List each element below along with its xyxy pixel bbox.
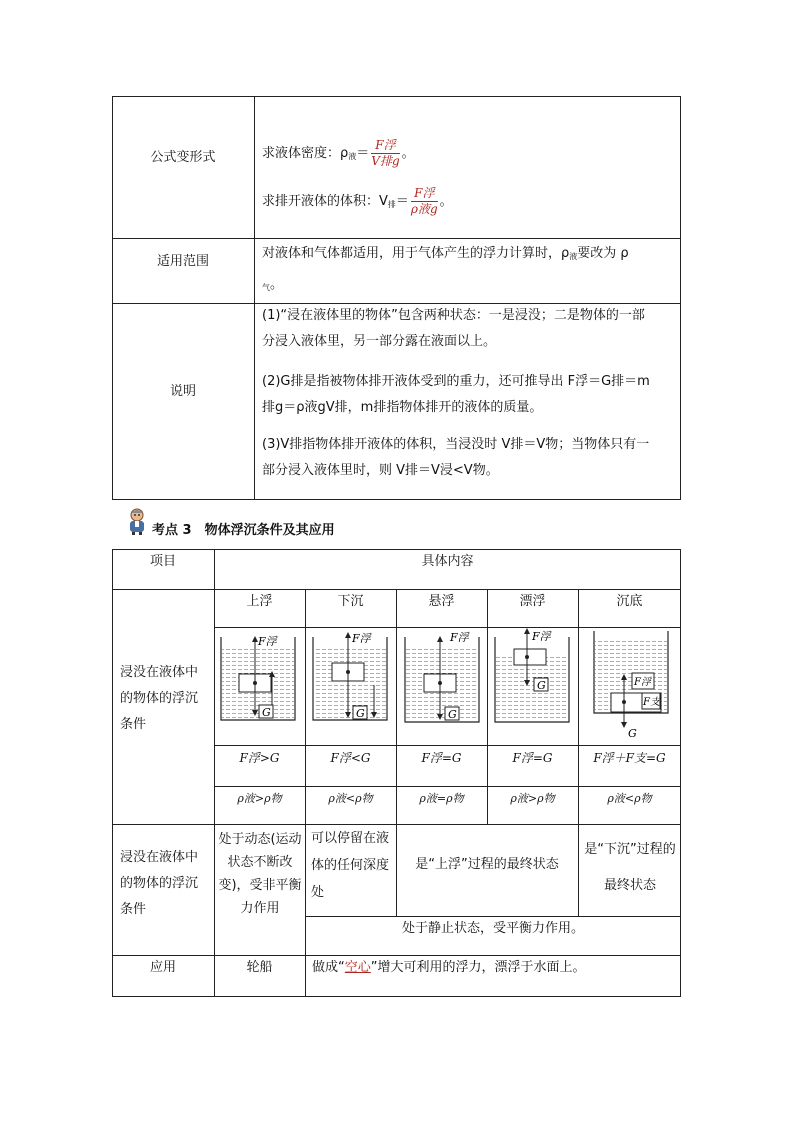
stay-desc: 可以停留在液体的任何深度处: [311, 831, 390, 900]
density-suspend: ρ液=ρ物: [419, 792, 464, 805]
label-buoyancy: F浮: [450, 631, 469, 644]
section-title: 考点 3 物体浮沉条件及其应用: [152, 523, 335, 538]
state-sink: 下沉: [337, 594, 364, 609]
force-rise: F浮>G: [239, 751, 280, 765]
label-gravity: G: [262, 706, 271, 719]
float-final-desc: 是“上浮”过程的最终状态: [415, 857, 559, 872]
force-sink: F浮<G: [330, 751, 371, 765]
density-sub: 液: [348, 152, 357, 161]
density-prefix: 求液体密度：ρ: [262, 146, 349, 161]
row-label-note: 说明: [169, 384, 196, 399]
density-numerator: F浮: [371, 138, 399, 154]
volume-formula: 求排开液体的体积：$V_排=$ $\frac{\text{F浮}}{\text{ρ液g}}$ 。: [262, 186, 453, 216]
teacher-avatar-icon: [126, 507, 148, 535]
static-desc: 处于静止状态，受平衡力作用。: [401, 921, 584, 936]
table1-col-divider: [254, 96, 255, 500]
density-bottom: ρ液<ρ物: [607, 792, 652, 805]
diagram-bottom: [594, 631, 668, 740]
state-bottom: 沉底: [616, 594, 643, 609]
state-float: 漂浮: [519, 594, 546, 609]
volume-prefix: 求排开液体的体积：V: [262, 194, 388, 209]
float-sink-diagrams: [214, 627, 681, 745]
note-p1: (1)“浸在液体里的物体”包含两种状态：一是浸没；二是物体的一部 分浸入液体里，另一部分露在液面以上。: [262, 308, 645, 349]
state-rise: 上浮: [246, 594, 273, 609]
diagram-rise: [221, 635, 295, 720]
header-item: 项目: [149, 554, 176, 569]
volume-numerator: F浮: [411, 186, 438, 202]
header-content: 具体内容: [421, 554, 474, 569]
density-float: ρ液>ρ物: [510, 792, 555, 805]
table2-line: [214, 549, 215, 997]
label-gravity: G: [628, 727, 637, 740]
hollow-word: 空心: [344, 960, 371, 975]
diagram-suspend: [405, 631, 479, 722]
label-gravity: G: [537, 679, 546, 692]
density-denominator: V排g: [371, 154, 400, 168]
density-formula: 求液体密度：$\rho_液=$ $\frac{\text{F浮}}{\text{V排g}}$ 。: [262, 138, 415, 168]
note-p2: (2)G排是指被物体排开液体受到的重力，还可推导出 F浮＝G排＝m 排g＝ρ液gV排，m排指物体排开的液体的质量。: [262, 374, 650, 415]
volume-denominator: ρ液g: [410, 202, 438, 216]
diagram-float: [495, 629, 569, 722]
sink-final-desc: 是“下沉”过程的最终状态: [584, 842, 676, 893]
app-label: 应用: [149, 960, 176, 975]
label-gravity: G: [356, 707, 365, 720]
label-gravity: G: [448, 708, 457, 721]
label-support: F支: [643, 697, 660, 708]
force-bottom: F浮＋F支=G: [593, 751, 666, 765]
density-rise: ρ液>ρ物: [237, 792, 282, 805]
force-float: F浮=G: [512, 751, 553, 765]
dynamic-desc: 处于动态(运动状态不断改变)，受非平衡力作用: [218, 832, 302, 916]
volume-fraction: [411, 186, 438, 217]
hollow-desc: 做成“空心”增大可利用的浮力，漂浮于水面上。: [312, 960, 586, 975]
state-suspend: 悬浮: [428, 594, 455, 609]
force-suspend: F浮=G: [421, 751, 462, 765]
density-fraction: [371, 138, 399, 169]
row-label-formula: 公式变形式: [150, 150, 216, 165]
label-buoyancy: F浮: [352, 632, 371, 645]
row-label-conditions: 浸没在液体中的物体的浮沉条件: [120, 665, 199, 732]
row-label-scope: 适用范围: [156, 254, 209, 269]
label-buoyancy: F浮: [634, 677, 651, 688]
label-buoyancy: F浮: [532, 630, 551, 643]
scope-text: 对液体和气体都适用，用于气体产生的浮力计算时，$\rho_液$要改为 ρ $_气$。: [262, 246, 629, 292]
label-buoyancy: F浮: [258, 635, 277, 648]
volume-sub: 排: [387, 200, 396, 209]
note-p3: (3)V排指物体排开液体的体积，当浸没时 V排＝V物；当物体只有一 部分浸入液体里时，则 V排＝V浸<V物。: [262, 437, 650, 478]
table1-row-divider: [112, 238, 681, 239]
row-label-states: 浸没在液体中的物体的浮沉条件: [120, 850, 199, 917]
ship-label: 轮船: [246, 960, 273, 975]
diagram-sink: [313, 632, 387, 720]
density-sink: ρ液<ρ物: [328, 792, 373, 805]
